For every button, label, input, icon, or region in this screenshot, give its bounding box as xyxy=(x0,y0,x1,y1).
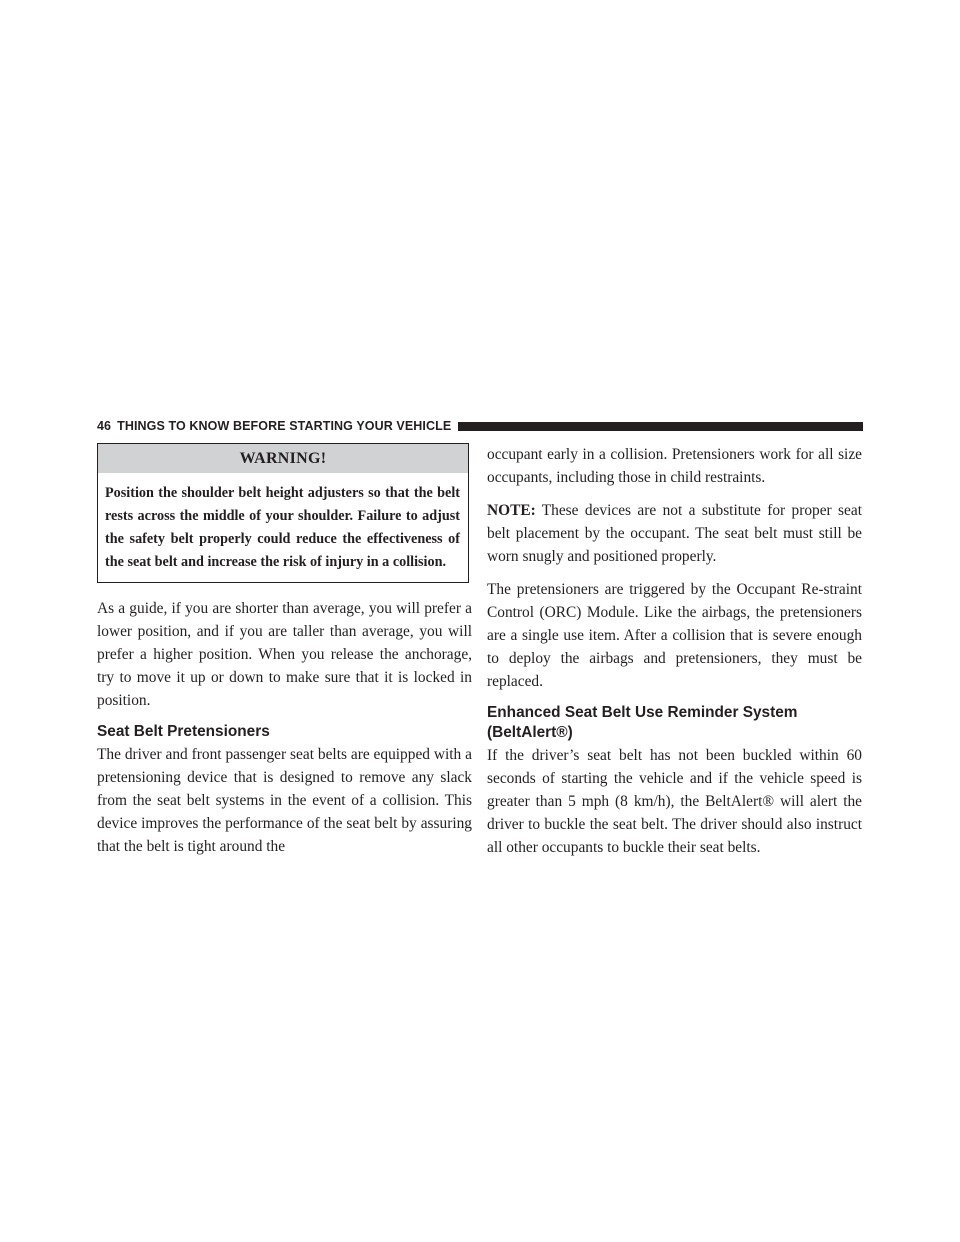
note-label: NOTE: xyxy=(487,502,536,519)
note-text: These devices are not a substitute for proper seat belt placement by the occupant. The seat belt must still be worn snugly and positioned properly. xyxy=(487,502,862,565)
orc-paragraph: The pretensioners are triggered by the Occupant Re-straint Control (ORC) Module. Like the airbags, the pretensioners are a single use item. After a collision that is severe enough to deploy the airbags and pretensioners, they must be replaced. xyxy=(487,581,862,690)
header-rule xyxy=(458,422,863,431)
warning-box xyxy=(97,443,469,583)
pretensioners-heading: Seat Belt Pretensioners xyxy=(97,723,270,740)
left-column xyxy=(97,443,472,868)
guide-paragraph: As a guide, if you are shorter than average, you will prefer a lower position, and if you are taller than average, you will prefer a higher position. When you release the anchorage, try to move it up or down to make sure that it is locked in position. xyxy=(97,600,472,709)
warning-text: Position the shoulder belt height adjusters so that the belt rests across the middle of your shoulder. Failure to adjust the safety belt properly could reduce the effectiveness of the seat belt and increase the risk of injury in a collision. xyxy=(105,485,460,570)
beltalert-heading: Enhanced Seat Belt Use Reminder System (BeltAlert®) xyxy=(487,704,798,741)
pretensioners-paragraph-continued: occupant early in a collision. Pretensioners work for all size occupants, including those in child restraints. xyxy=(487,446,862,486)
note-paragraph xyxy=(487,499,862,568)
right-column xyxy=(487,443,862,869)
pretensioners-paragraph: The driver and front passenger seat belts are equipped with a pretensioning device that is designed to remove any slack from the seat belt systems in the event of a collision. This device improves the performance of the seat belt by assuring that the belt is tight around the xyxy=(97,746,472,855)
page-number: 46 xyxy=(97,419,112,433)
warning-title: WARNING! xyxy=(98,444,468,473)
page-header xyxy=(97,418,863,434)
beltalert-paragraph: If the driver’s seat belt has not been buckled within 60 seconds of starting the vehicle and if the vehicle speed is greater than 5 mph (8 km/h), the BeltAlert® will alert the driver to buckle the seat belt. The driver should also instruct all other occupants to buckle their seat belts. xyxy=(487,747,862,856)
section-title: THINGS TO KNOW BEFORE STARTING YOUR VEHICLE xyxy=(117,419,452,433)
